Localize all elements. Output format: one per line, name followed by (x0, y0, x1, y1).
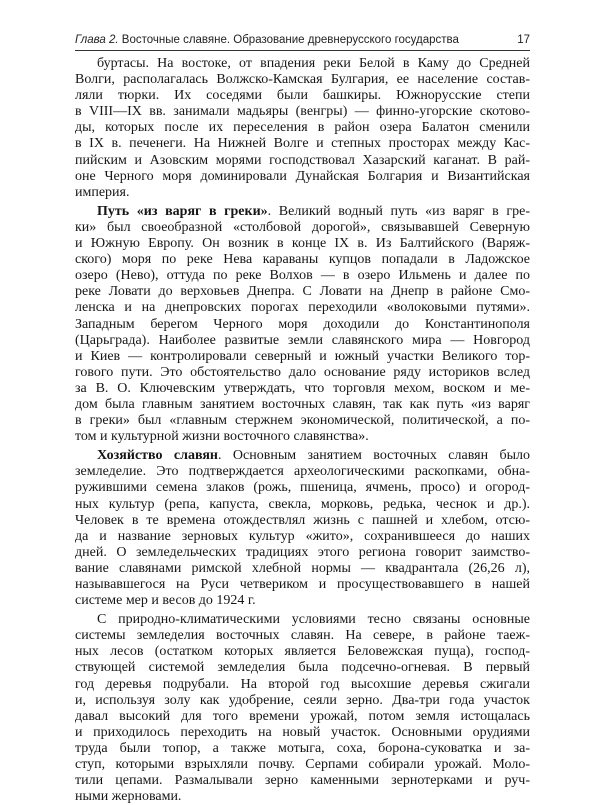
text-line: ными жерновами. (75, 789, 182, 805)
running-header (75, 30, 530, 50)
text-line: называвшегося на Руси четвериком и просуществовавшего в нашей (75, 577, 530, 592)
text-line: труда были топор, а также мотыга, соха, борона-суковатка и за- (75, 740, 530, 756)
text-line: ляли тюрки. Их соседями были башкиры. Южнорусские степи (75, 88, 530, 104)
text-line: ки» был своеобразной «столбовой дорогой», связывавшей Северную (75, 219, 530, 235)
text-line: ных культур (репа, капуста, свекла, морковь, редька, чеснок и др.). (75, 496, 530, 512)
text-line: системы земледелия восточных славян. На севере, в районе таеж- (75, 628, 530, 644)
chapter-title: Восточные славяне. Образование древнерусского государства (121, 34, 459, 46)
paragraph (75, 204, 530, 445)
text-line: буртасы. На востоке, от впадения реки Белой в Каму до Средней (97, 56, 530, 71)
text-line: ружившими семена злаков (рожь, пшеница, ячмень, просо) и огород- (75, 480, 530, 496)
text-line: земледелие. Это подтверждается археологическими раскопками, обна- (75, 464, 530, 480)
text-line: (Царьграда). Наиболее развитые земли славянского мира — Новгород (75, 332, 530, 348)
text-line: да и название зерновых культур «жито», сохранившееся до наших (75, 528, 530, 544)
text-line: дней. О земледельческих традициях этого региона говорит заимство- (75, 544, 530, 560)
text-line: системе мер и весов до 1924 г. (75, 593, 256, 609)
text-line: Западным берегом Черного моря доходили до Константинополя (75, 316, 530, 332)
page-number: 17 (517, 34, 530, 46)
chapter-header (75, 30, 459, 50)
paragraph (75, 448, 530, 609)
text-line: ленска и на днепровских порогах переходили «волоковыми путями». (75, 300, 530, 316)
line-text: . Великий водный путь «из варяг в гре- (267, 203, 530, 219)
text-line: пийским и Азовским морями господствовал Хазарский каганат. В рай- (75, 152, 530, 168)
text-line: озеро (Нево), оттуда по реке Волхов — в озеро Ильмень и далее по (75, 268, 530, 284)
text-line: тили цепами. Размалывали зерно каменными зернотерками и руч- (75, 773, 530, 789)
text-line: том и культурной жизни восточного славянства». (75, 429, 369, 445)
text-line: в IX в. печенеги. На Нижней Волге и степных просторах между Кас- (75, 136, 530, 152)
text-line (75, 448, 530, 464)
text-line: ды, которых после их переселения в район озера Балатон сменили (75, 120, 530, 136)
text-line: за В. О. Ключевским утверждать, что торговля мехом, воском и ме- (75, 380, 530, 396)
chapter-label: Глава 2. (75, 34, 119, 46)
text-line: дом была главным занятием восточных славян, так как путь «из варяг (75, 396, 530, 412)
text-line (75, 204, 530, 220)
paragraph (75, 612, 530, 805)
text-line: и, используя золу как удобрение, сеяли зерно. Два-три года участок (75, 692, 530, 708)
line-text: . Основным занятием восточных славян было (218, 448, 530, 464)
text-line: С природно-климатическими условиями тесно связаны основные (97, 612, 530, 628)
text-line: и Южную Европу. Он возник в конце IX в. Из Балтийского (Варяж- (75, 236, 530, 252)
section-heading: Хозяйство славян (97, 448, 219, 464)
text-line: гового пути. Это обстоятельство дало основание ряду историков вслед (75, 364, 530, 380)
text-line: и Киев — контролировали северный и южный участки Великого тор- (75, 348, 530, 364)
header-rule (75, 50, 530, 51)
text-line: Человек в те времена отождествлял жизнь с пашней и хлебом, отсю- (75, 512, 530, 528)
text-line: ского) моря по реке Нева караваны купцов попадали в Ладожское (75, 252, 530, 268)
text-line: в VIII—IX вв. занимали мадьяры (венгры) — финно-угорские скотово- (75, 104, 530, 120)
text-line: реке Ловати до верховьев Днепра. С Ловати на Днепр в районе Смо- (75, 284, 530, 300)
text-line: ных лесов (остатком которых является Беловежская пуща), господ- (75, 644, 530, 660)
text-line: вание славянами римской хлебной нормы — квадрантала (26,26 л), (75, 560, 530, 576)
text-line: и приходилось переходить на новый участок. Основными орудиями (75, 724, 530, 740)
text-line: ствующей системой земледелия была подсечно-огневая. В первый (75, 660, 530, 676)
text-line: ступ, которыми взрыхляли почву. Серпами собирали урожай. Моло- (75, 757, 530, 773)
text-line: Волги, располагалась Волжско-Камская Булгария, ее население состав- (75, 72, 530, 88)
section-heading: Путь «из варяг в греки» (97, 203, 268, 219)
text-line: год деревья подрубали. На второй год высохшие деревья сжигали (75, 676, 530, 692)
text-line: оне Черного моря доминировали Дунайская Болгария и Византийская (75, 168, 530, 184)
paragraph (75, 56, 530, 201)
body-text (75, 56, 530, 805)
text-line: в греки» был «главным стержнем экономической, политической, а по- (75, 413, 530, 429)
text-line: империя. (75, 184, 130, 200)
text-line: давал высокий для того времени урожай, потом земля истощалась (75, 708, 530, 724)
